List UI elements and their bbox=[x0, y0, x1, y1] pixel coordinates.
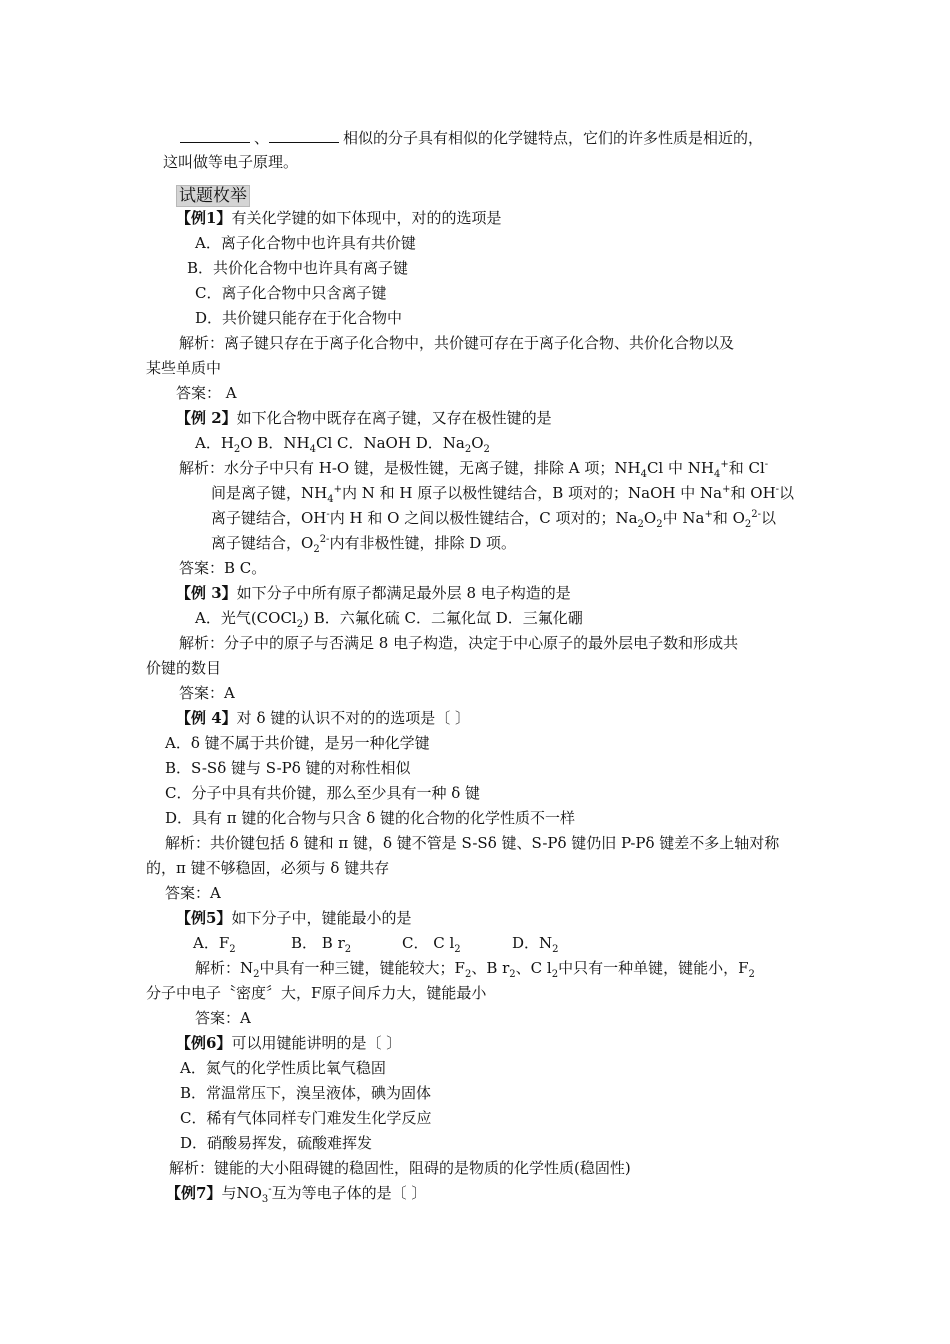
ex7-question: 【例7】与$NO_3^-$互为等电子体的是〔 〕 bbox=[166, 1184, 427, 1205]
ex3-q-text: 如下分子中所有原子都满足最外层 8 电子构造的是 bbox=[236, 584, 571, 602]
section-title-text: 试题枚举 bbox=[176, 185, 250, 207]
ex1-option-d: D．共价键只能存在于化合物中 bbox=[195, 309, 403, 327]
ex6-analysis: 解析：键能的大小阻碍键的稳固性，阻碍的是物质的化学性质(稳固性) bbox=[169, 1159, 631, 1177]
ex3-question bbox=[176, 583, 571, 605]
ex3-tag: 【例 3】 bbox=[176, 584, 237, 602]
ex3-answer: 答案：A bbox=[179, 684, 235, 702]
ex2-q-text: 如下化合物中既存在离子键，又存在极性键的是 bbox=[236, 409, 552, 427]
ex5-q-text: 如下分子中，键能最小的是 bbox=[231, 909, 412, 927]
ex1-q-text: 有关化学键的如下体现中，对的的选项是 bbox=[231, 209, 502, 227]
ex5-question bbox=[176, 908, 411, 930]
intro-line-2: 这叫做等电子原理。 bbox=[163, 153, 299, 171]
ex5-option-a: A．$F_2$ bbox=[193, 934, 236, 955]
ex2-question bbox=[176, 408, 552, 430]
ex3-options: A．光气(COCl$_2$) B．六氟化硫 C．二氟化氙 D．三氟化硼 bbox=[195, 609, 583, 630]
ex1-option-c: C．离子化合物中只含离子键 bbox=[195, 284, 387, 302]
ex1-analysis-1: 解析：离子键只存在于离子化合物中，共价键可存在于离子化合物、共价化合物以及 bbox=[179, 334, 735, 352]
ex1-option-a: A．离子化合物中也许具有共价键 bbox=[195, 234, 416, 252]
ex4-tag: 【例 4】 bbox=[176, 709, 237, 727]
intro-line-1 bbox=[180, 127, 763, 149]
ex6-option-d: D．硝酸易挥发，硫酸难挥发 bbox=[180, 1134, 373, 1152]
ex5-analysis-1: 解析：$N_2$中具有一种三键，键能较大；$F_2$、B $r_2$、C $l_2$中只有一种单键，键能小，$F_2$ bbox=[195, 959, 755, 980]
ex7-tag: 【例7】 bbox=[166, 1184, 222, 1202]
ex3-analysis-1: 解析：分子中的原子与否满足 8 电子构造，决定于中心原子的最外层电子数和形成共 bbox=[179, 634, 739, 652]
ex2-options: A．$H_2O$ B．$NH_4Cl$ C．NaOH D．$Na_2O_2$ bbox=[195, 434, 490, 455]
ex5-option-d: D．$N_2$ bbox=[512, 934, 559, 955]
fill-blank-2[interactable] bbox=[269, 127, 339, 143]
ex5-answer: 答案：A bbox=[195, 1009, 251, 1027]
ex5-option-c: C． C $l_2$ bbox=[402, 934, 461, 955]
fill-blank-1[interactable] bbox=[180, 127, 250, 143]
ex6-option-b: B．常温常压下，溴呈液体，碘为固体 bbox=[180, 1084, 432, 1102]
ex1-tag: 【例1】 bbox=[176, 209, 232, 227]
ex4-analysis-1: 解析：共价键包括 δ 键和 π 键，δ 键不管是 S-Sδ 键、S-Pδ 键仍旧 P-Pδ 键差不多上轴对称 bbox=[165, 834, 780, 852]
ex3-analysis-2: 价键的数目 bbox=[146, 659, 222, 677]
ex5-option-b: B． B $r_2$ bbox=[291, 934, 352, 955]
ex4-analysis-2: 的，π 键不够稳固，必须与 δ 键共存 bbox=[146, 859, 390, 877]
ex1-analysis-2: 某些单质中 bbox=[146, 359, 222, 377]
ex1-option-b: B．共价化合物中也许具有离子键 bbox=[187, 259, 409, 277]
ex6-option-c: C．稀有气体同样专门难发生化学反应 bbox=[180, 1109, 432, 1127]
ex6-question bbox=[176, 1033, 401, 1055]
ex2-analysis-4: 离子键结合，$O_2^{2-}$内有非极性键，排除 D 项。 bbox=[211, 534, 517, 555]
ex2-tag: 【例 2】 bbox=[176, 409, 237, 427]
ex1-question bbox=[176, 208, 501, 230]
ex4-question bbox=[176, 708, 470, 730]
ex4-q-text: 对 δ 键的认识不对的的选项是〔 〕 bbox=[236, 709, 471, 727]
intro-text: 相似的分子具有相似的化学键特点，它们的许多性质是相近的， bbox=[343, 129, 764, 147]
ex6-tag: 【例6】 bbox=[176, 1034, 232, 1052]
ex5-tag: 【例5】 bbox=[176, 909, 232, 927]
ex4-answer: 答案：A bbox=[165, 884, 221, 902]
ex2-answer: 答案：B C。 bbox=[179, 559, 267, 577]
ex4-option-c: C．分子中具有共价键，那么至少具有一种 δ 键 bbox=[165, 784, 481, 802]
section-title bbox=[176, 186, 250, 208]
separator: 、 bbox=[254, 129, 270, 147]
ex4-option-d: D．具有 π 键的化合物与只含 δ 键的化合物的化学性质不一样 bbox=[165, 809, 575, 827]
ex2-analysis-3: 离子键结合，OH-内 H 和 O 之间以极性键结合，C 项对的；$Na_2O_2$中 Na+和 $O_2^{2-}$以 bbox=[211, 509, 777, 530]
ex6-q-text: 可以用键能讲明的是〔 〕 bbox=[231, 1034, 402, 1052]
ex4-option-b: B．S-Sδ 键与 S-Pδ 键的对称性相似 bbox=[165, 759, 411, 777]
ex2-analysis-2: 间是离子键，$NH_4^+$内 N 和 H 原子以极性键结合，B 项对的；NaOH 中 Na+和 OH-以 bbox=[211, 484, 795, 505]
ex4-option-a: A．δ 键不属于共价键，是另一种化学键 bbox=[165, 734, 430, 752]
ex6-option-a: A．氮气的化学性质比氧气稳固 bbox=[180, 1059, 386, 1077]
ex5-analysis-2: 分子中电子〝密度〞大，F原子间斥力大，键能最小 bbox=[146, 984, 487, 1002]
ex1-answer: 答案： A bbox=[176, 384, 237, 402]
ex2-analysis-1: 解析：水分子中只有 H-O 键，是极性键，无离子键，排除 A 项；$NH_4Cl$ 中 $NH_4^+$和 Cl- bbox=[179, 459, 769, 480]
